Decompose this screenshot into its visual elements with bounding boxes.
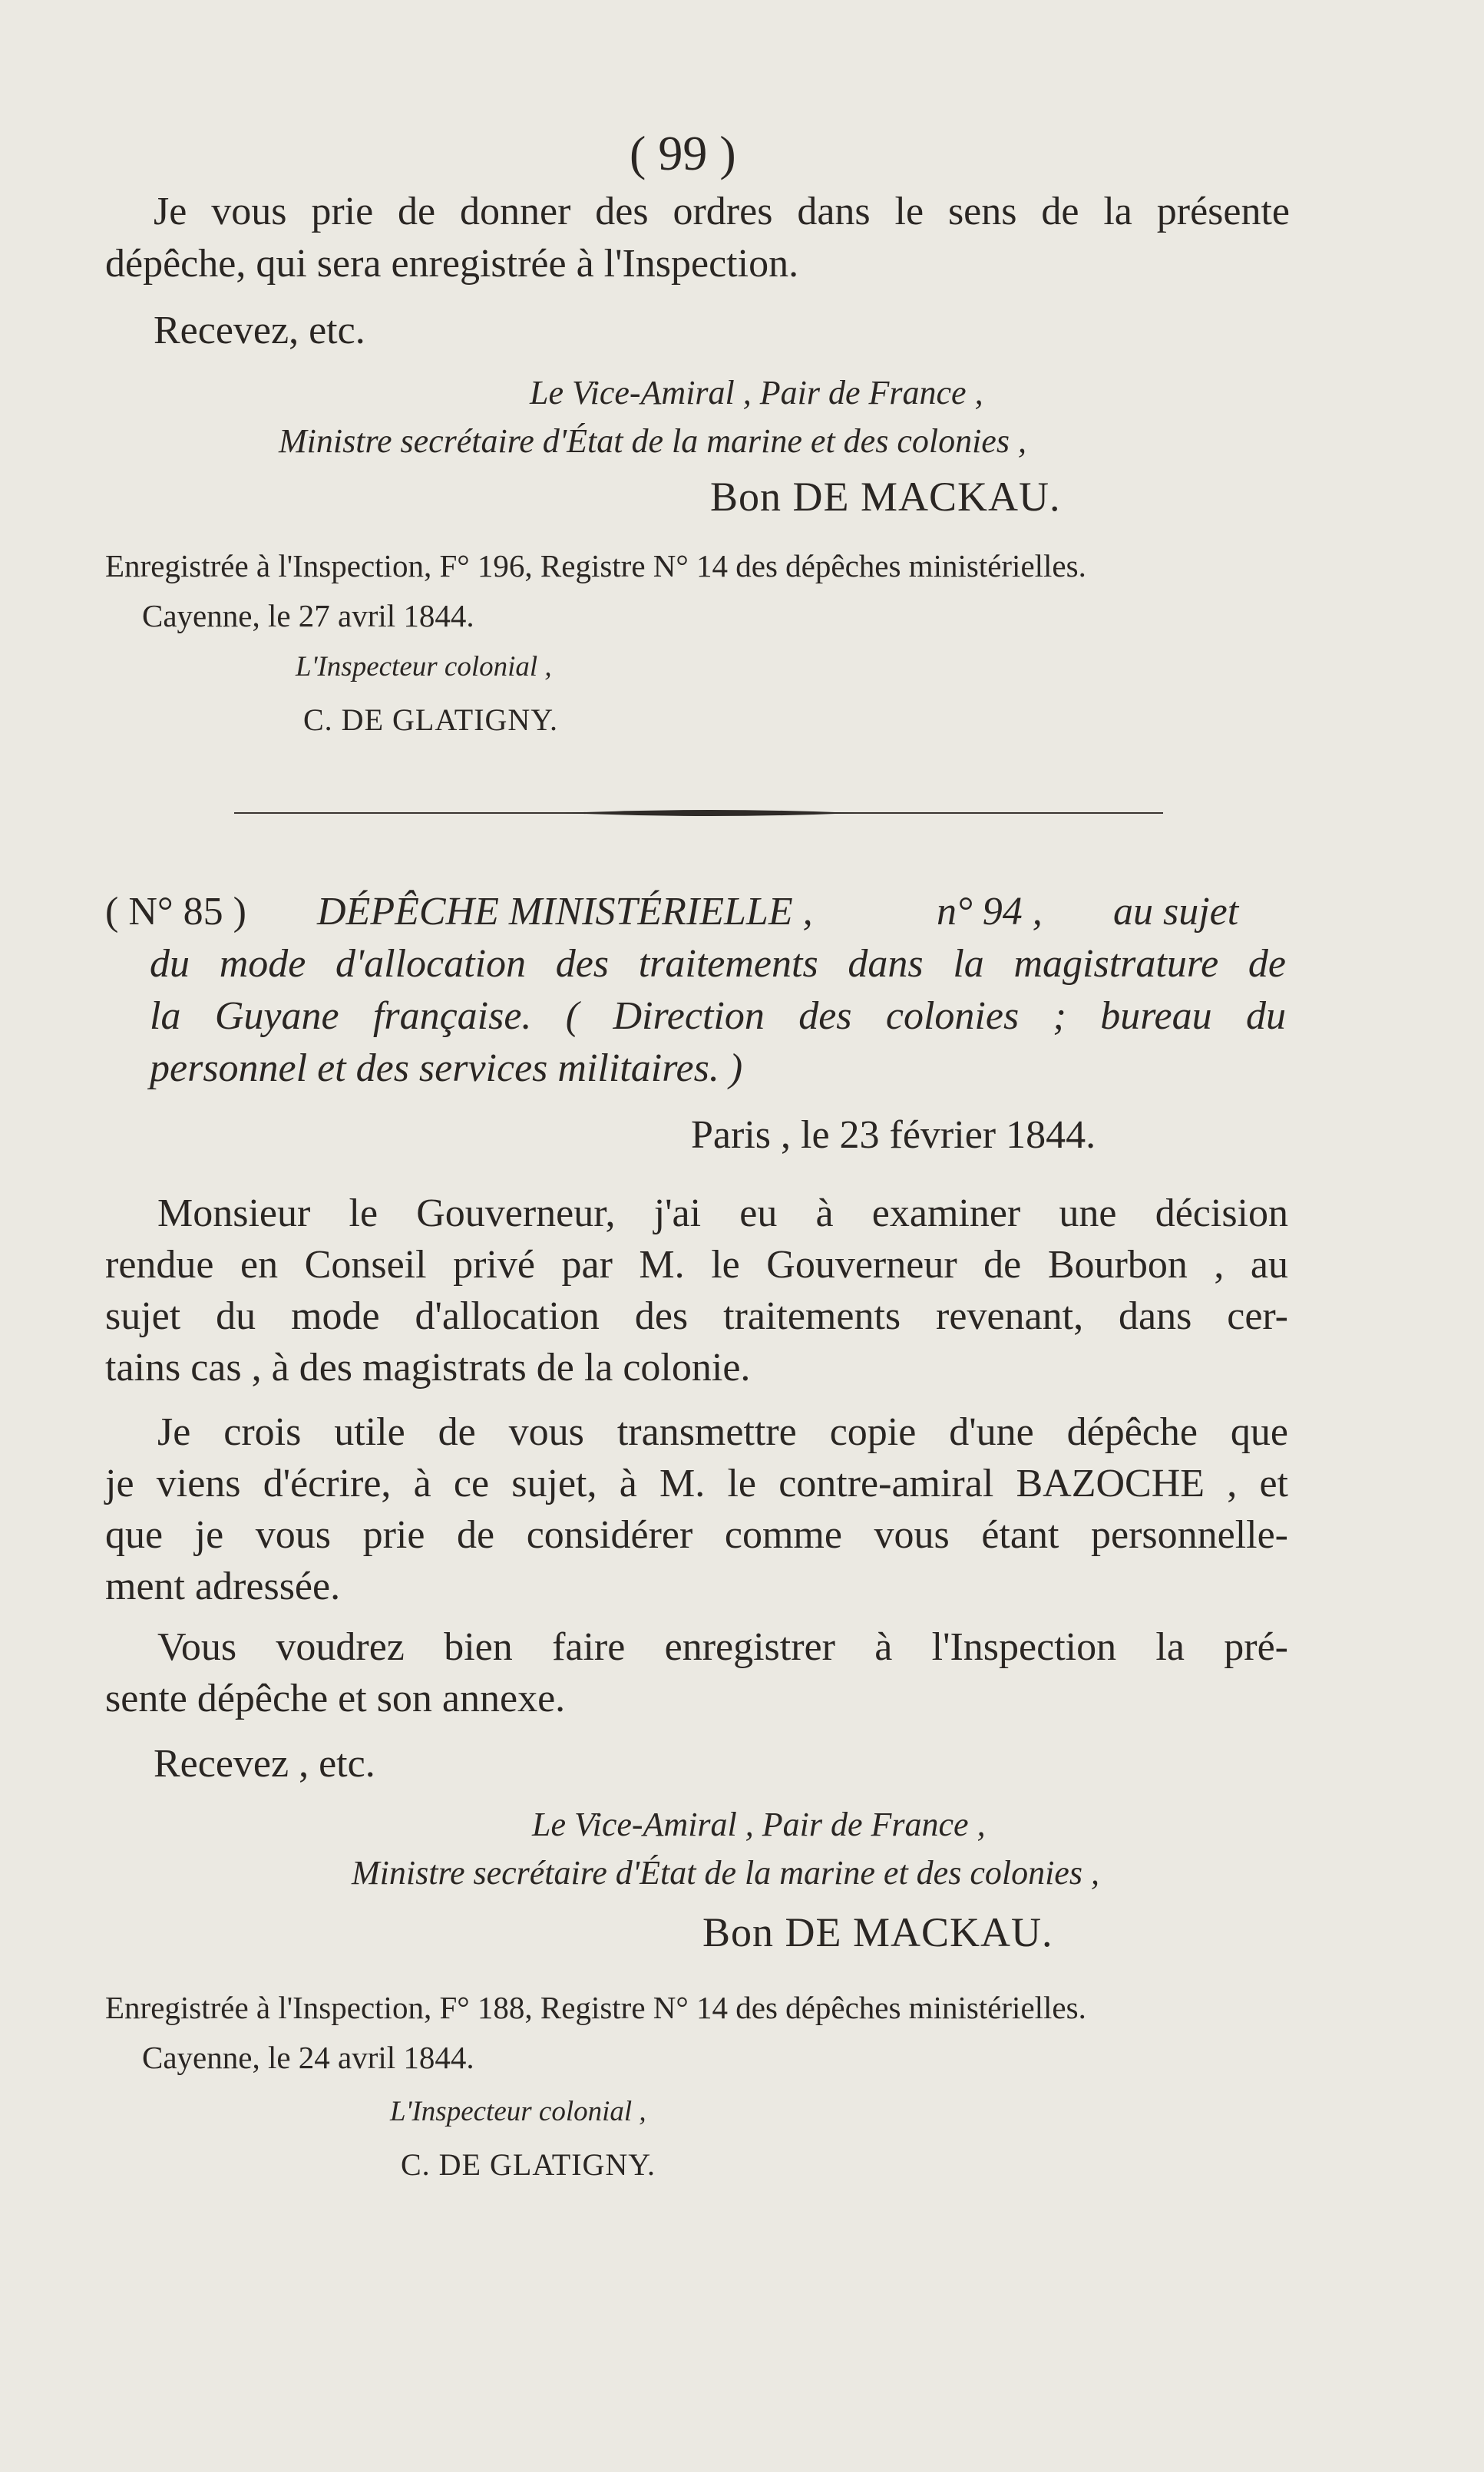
dispatch-number: ( N° 85 )	[105, 890, 246, 934]
dispatch-heading-subject: au sujet	[1113, 890, 1239, 934]
top-registration-line: Enregistrée à l'Inspection, F° 196, Registre N° 14 des dépêches ministérielles.	[105, 548, 1086, 583]
top-signature-name: Bon DE MACKAU.	[710, 474, 1061, 520]
paragraph-1-line-1: Monsieur le Gouverneur, j'ai eu à examiner une décision	[157, 1191, 1288, 1235]
page-number: ( 99 )	[630, 126, 736, 180]
top-inspector-title: L'Inspecteur colonial ,	[296, 651, 552, 682]
dispatch-heading-line-3: la Guyane française. ( Direction des colonies ; bureau du	[150, 994, 1286, 1038]
dispatch-registration-line: Enregistrée à l'Inspection, F° 188, Registre N° 14 des dépêches ministérielles.	[105, 1990, 1086, 2025]
top-registration-place-date: Cayenne, le 27 avril 1844.	[142, 598, 474, 633]
paragraph-3-line-1: Vous voudrez bien faire enregistrer à l'Inspection la pré-	[157, 1625, 1288, 1669]
dispatch-signature-name: Bon DE MACKAU.	[702, 1909, 1053, 1955]
paragraph-2-line-3: que je vous prie de considérer comme vous étant personnelle-	[105, 1513, 1288, 1557]
top-paragraph-line-1: Je vous prie de donner des ordres dans le sens de la présente	[154, 190, 1290, 233]
dispatch-inspector-name: C. DE GLATIGNY.	[401, 2147, 656, 2182]
top-closing: Recevez, etc.	[154, 309, 365, 352]
paragraph-2-line-2: je viens d'écrire, à ce sujet, à M. le contre-amiral BAZOCHE , et	[105, 1462, 1288, 1505]
dispatch-closing: Recevez , etc.	[154, 1742, 375, 1786]
dispatch-date: Paris , le 23 février 1844.	[691, 1113, 1096, 1157]
top-paragraph-line-2: dépêche, qui sera enregistrée à l'Inspection.	[105, 242, 799, 286]
dispatch-heading-number: n° 94 ,	[937, 890, 1043, 934]
paragraph-2-line-4: ment adressée.	[105, 1565, 341, 1608]
dispatch-heading-line-4: personnel et des services militaires. )	[150, 1046, 743, 1090]
paragraph-3-line-2: sente dépêche et son annexe.	[105, 1677, 566, 1720]
top-inspector-name: C. DE GLATIGNY.	[303, 702, 559, 737]
dispatch-inspector-title: L'Inspecteur colonial ,	[390, 2096, 646, 2127]
dispatch-heading-line-2: du mode d'allocation des traitements dans la magistrature de	[150, 942, 1286, 986]
top-signature-title-1: Le Vice-Amiral , Pair de France ,	[530, 374, 983, 411]
paragraph-2-line-1: Je crois utile de vous transmettre copie d'une dépêche que	[157, 1410, 1288, 1454]
dispatch-heading-title: DÉPÊCHE MINISTÉRIELLE ,	[317, 890, 813, 934]
paragraph-1-line-3: sujet du mode d'allocation des traitements revenant, dans cer-	[105, 1294, 1288, 1338]
dispatch-signature-title-1: Le Vice-Amiral , Pair de France ,	[532, 1806, 986, 1843]
paragraph-1-line-4: tains cas , à des magistrats de la colonie.	[105, 1346, 751, 1390]
separator-rule	[234, 808, 1163, 818]
paragraph-1-line-2: rendue en Conseil privé par M. le Gouverneur de Bourbon , au	[105, 1243, 1288, 1287]
dispatch-registration-place-date: Cayenne, le 24 avril 1844.	[142, 2040, 474, 2075]
dispatch-signature-title-2: Ministre secrétaire d'État de la marine et des colonies ,	[352, 1854, 1099, 1892]
top-signature-title-2: Ministre secrétaire d'État de la marine et des colonies ,	[279, 422, 1026, 460]
